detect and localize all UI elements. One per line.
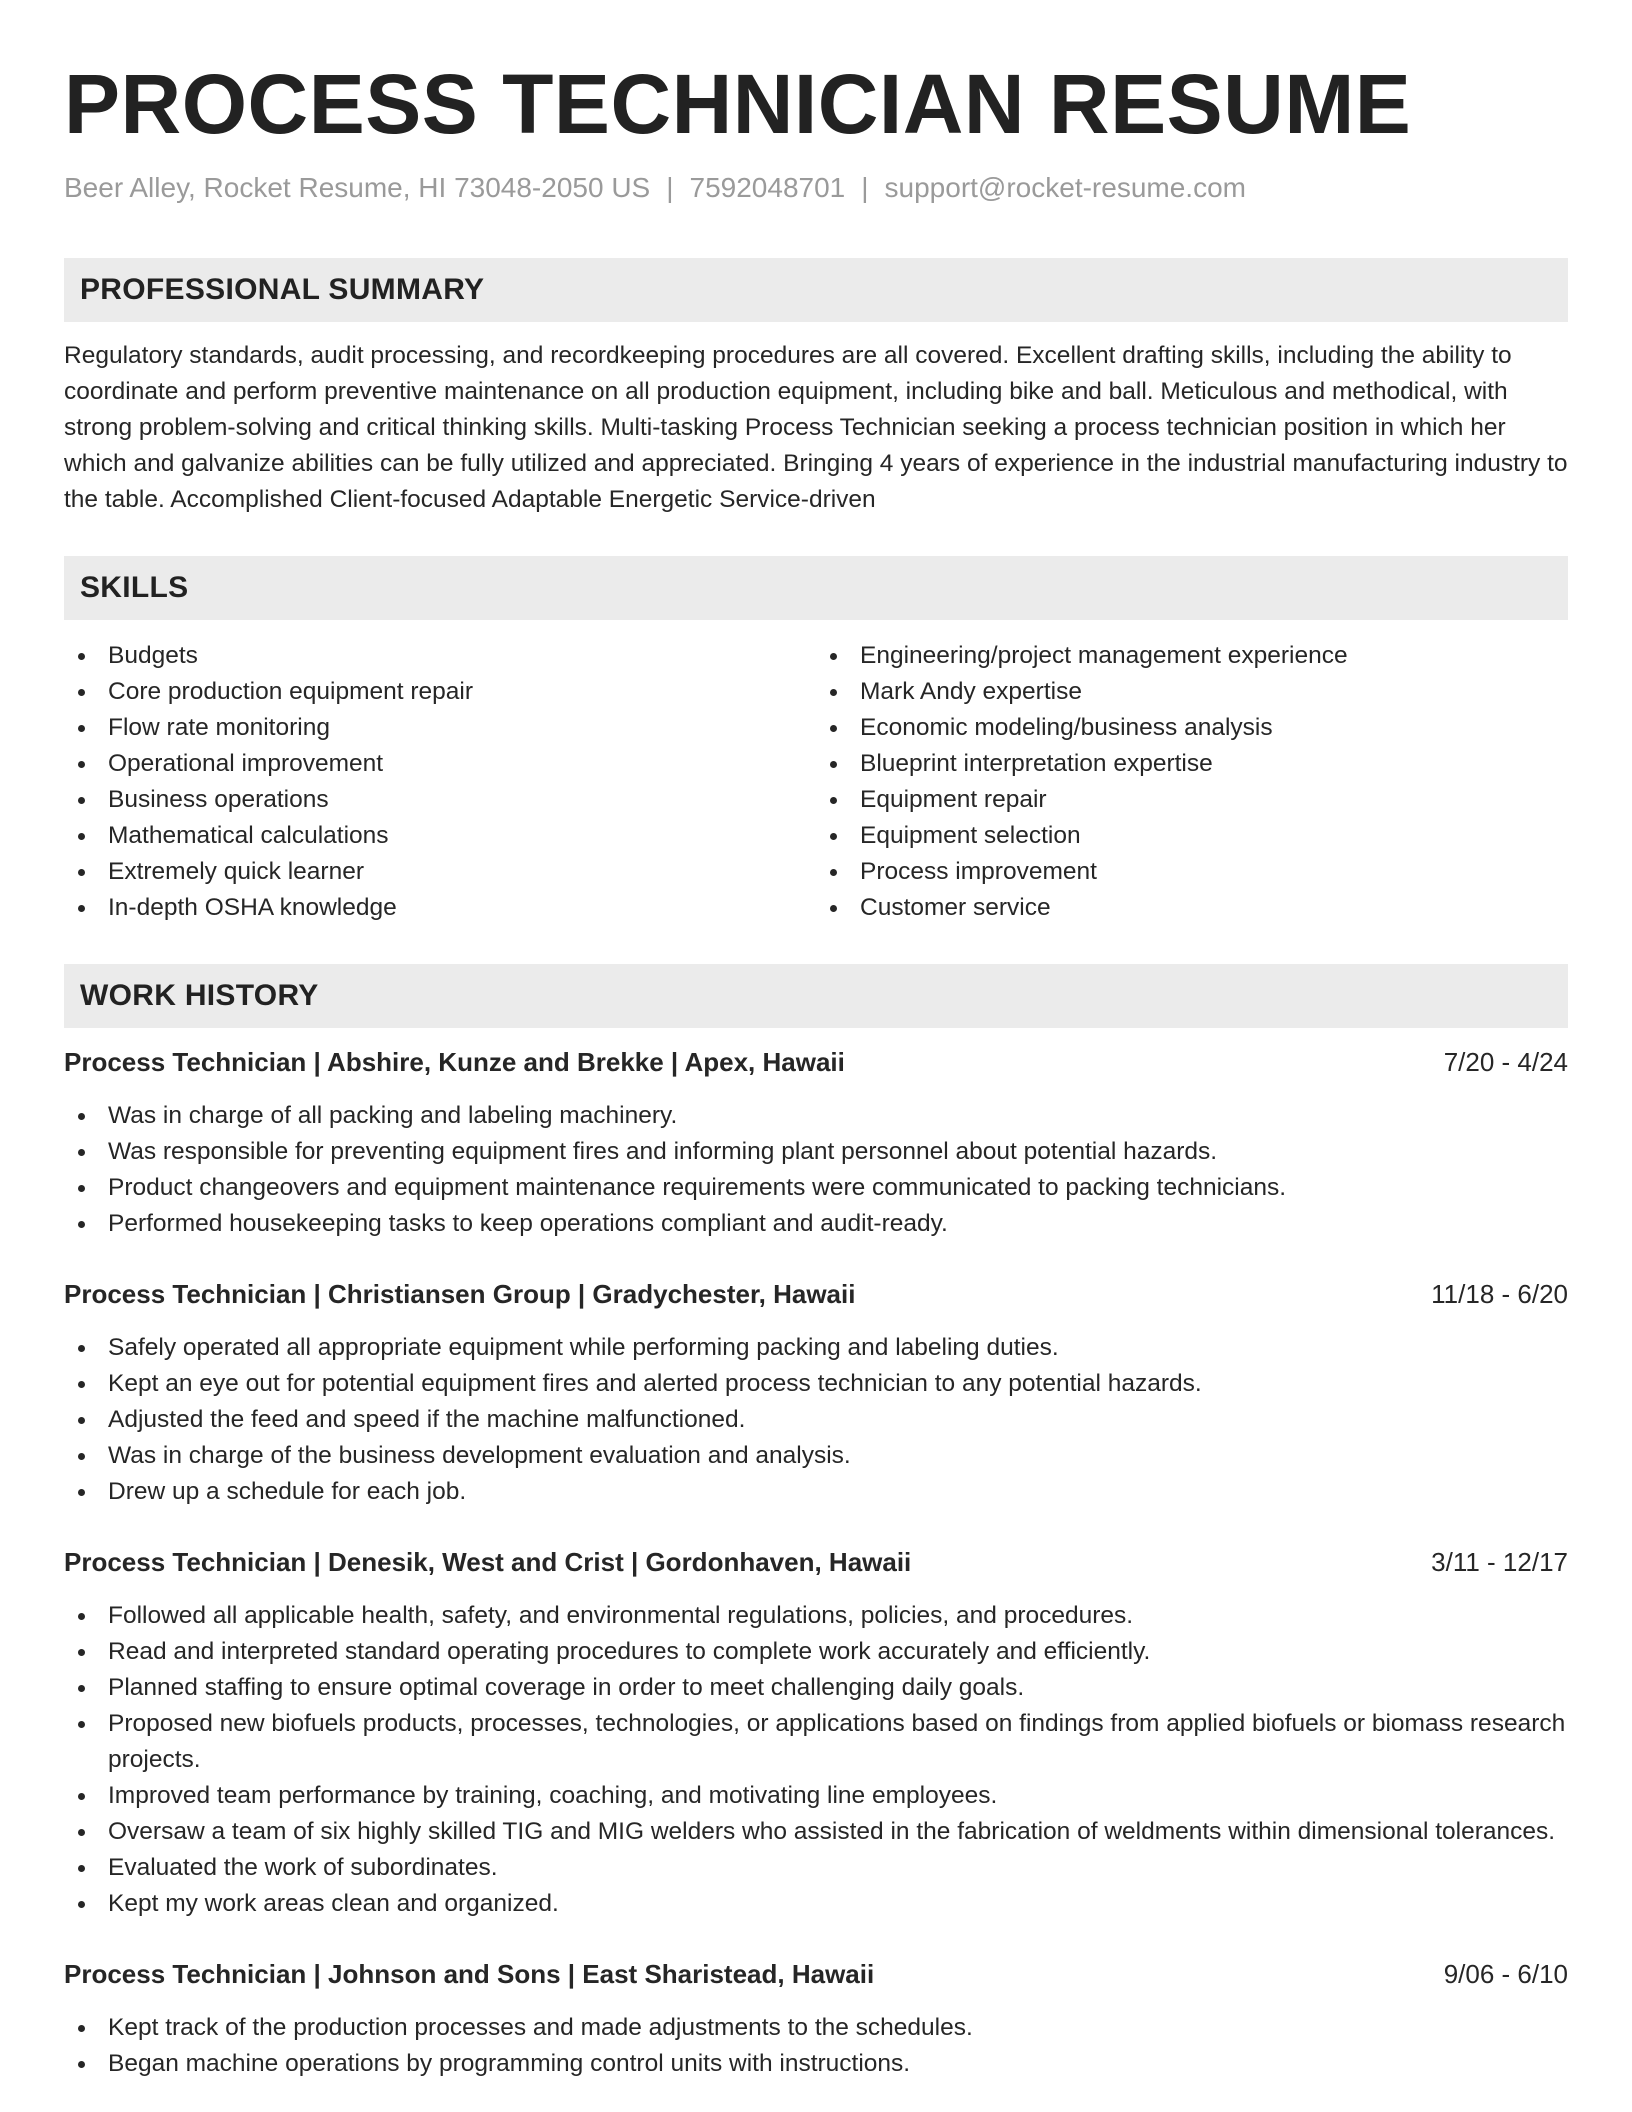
skill-item: Blueprint interpretation expertise	[816, 746, 1568, 782]
skills-column-right	[816, 638, 1568, 926]
job-duty: Planned staffing to ensure optimal coverage in order to meet challenging daily goals.	[64, 1670, 1568, 1706]
skill-item: Process improvement	[816, 854, 1568, 890]
contact-address: Beer Alley, Rocket Resume, HI 73048-2050 US	[64, 172, 651, 203]
job-duty: Kept an eye out for potential equipment fires and alerted process technician to any potential hazards.	[64, 1366, 1568, 1402]
section-header-bar	[64, 964, 1568, 1028]
job-duties-list	[64, 2010, 1568, 2082]
skill-item: Budgets	[64, 638, 816, 674]
section-header-bar	[64, 258, 1568, 322]
skills-column-left	[64, 638, 816, 926]
skill-item: Engineering/project management experience	[816, 638, 1568, 674]
summary-heading: PROFESSIONAL SUMMARY	[80, 273, 485, 306]
job-entry	[64, 1276, 1568, 1510]
job-header	[64, 1276, 1568, 1312]
job-duty: Began machine operations by programming control units with instructions.	[64, 2046, 1568, 2082]
skill-item: Customer service	[816, 890, 1568, 926]
job-duties-list	[64, 1598, 1568, 1922]
contact-separator: |	[861, 172, 869, 203]
resume-title: PROCESS TECHNICIAN RESUME	[64, 57, 1412, 151]
job-title: Process Technician | Johnson and Sons | East Sharistead, Hawaii	[64, 1959, 875, 1989]
job-duties-list	[64, 1098, 1568, 1242]
skill-item: Flow rate monitoring	[64, 710, 816, 746]
contact-phone: 7592048701	[689, 172, 846, 203]
work-history-section	[64, 964, 1568, 2082]
job-title: Process Technician | Denesik, West and Crist | Gordonhaven, Hawaii	[64, 1547, 912, 1577]
work-history-heading: WORK HISTORY	[80, 979, 319, 1012]
skills-list-left	[64, 638, 816, 926]
skills-section	[64, 556, 1568, 926]
job-duty: Was in charge of the business development evaluation and analysis.	[64, 1438, 1568, 1474]
job-entry	[64, 1544, 1568, 1922]
job-duty: Adjusted the feed and speed if the machine malfunctioned.	[64, 1402, 1568, 1438]
job-dates: 3/11 - 12/17	[1431, 1547, 1568, 1577]
job-dates: 7/20 - 4/24	[1443, 1047, 1568, 1077]
job-duty: Drew up a schedule for each job.	[64, 1474, 1568, 1510]
job-dates: 11/18 - 6/20	[1431, 1279, 1568, 1309]
job-title: Process Technician | Abshire, Kunze and Brekke | Apex, Hawaii	[64, 1047, 845, 1077]
job-duty: Was in charge of all packing and labeling machinery.	[64, 1098, 1568, 1134]
skill-item: Mark Andy expertise	[816, 674, 1568, 710]
job-entry	[64, 1044, 1568, 1242]
skill-item: Core production equipment repair	[64, 674, 816, 710]
job-duty: Proposed new biofuels products, processes, technologies, or applications based on findings from applied biofuels or biomass research projects.	[64, 1706, 1568, 1778]
skill-item: Operational improvement	[64, 746, 816, 782]
job-duty: Read and interpreted standard operating procedures to complete work accurately and efficiently.	[64, 1634, 1568, 1670]
job-duty: Was responsible for preventing equipment fires and informing plant personnel about potential hazards.	[64, 1134, 1568, 1170]
job-duty: Product changeovers and equipment maintenance requirements were communicated to packing technicians.	[64, 1170, 1568, 1206]
job-entry	[64, 1956, 1568, 2082]
job-title: Process Technician | Christiansen Group | Gradychester, Hawaii	[64, 1279, 856, 1309]
job-dates: 9/06 - 6/10	[1443, 1959, 1568, 1989]
job-duty: Oversaw a team of six highly skilled TIG and MIG welders who assisted in the fabrication of weldments within dimensional tolerances.	[64, 1814, 1568, 1850]
job-duty: Improved team performance by training, coaching, and motivating line employees.	[64, 1778, 1568, 1814]
skill-item: Economic modeling/business analysis	[816, 710, 1568, 746]
job-duty: Followed all applicable health, safety, and environmental regulations, policies, and procedures.	[64, 1598, 1568, 1634]
job-header	[64, 1544, 1568, 1580]
skill-item: Equipment repair	[816, 782, 1568, 818]
job-header	[64, 1956, 1568, 1992]
contact-email: support@rocket-resume.com	[884, 172, 1246, 203]
job-duty: Safely operated all appropriate equipment while performing packing and labeling duties.	[64, 1330, 1568, 1366]
skill-item: Mathematical calculations	[64, 818, 816, 854]
skills-list-right	[816, 638, 1568, 926]
job-header	[64, 1044, 1568, 1080]
skill-item: Extremely quick learner	[64, 854, 816, 890]
skill-item: Equipment selection	[816, 818, 1568, 854]
job-duty: Evaluated the work of subordinates.	[64, 1850, 1568, 1886]
job-duty: Performed housekeeping tasks to keep operations compliant and audit-ready.	[64, 1206, 1568, 1242]
skills-grid	[64, 638, 1568, 926]
job-duties-list	[64, 1330, 1568, 1510]
job-duty: Kept track of the production processes and made adjustments to the schedules.	[64, 2010, 1568, 2046]
skill-item: Business operations	[64, 782, 816, 818]
skills-heading: SKILLS	[80, 571, 189, 604]
section-header-bar	[64, 556, 1568, 620]
skill-item: In-depth OSHA knowledge	[64, 890, 816, 926]
summary-section	[64, 258, 1568, 518]
summary-text: Regulatory standards, audit processing, and recordkeeping procedures are all covered. Excellent drafting skills, including the ability to coordinate and perform preventive maintenance on all production equipment, including bike and ball. Meticulous and methodical, with strong problem-solving and critical thinking skills. Multi-tasking Process Technician seeking a process technician position in which her which and galvanize abilities can be fully utilized and appreciated. Bringing 4 years of experience in the industrial manufacturing industry to the table. Accomplished Client-focused Adaptable Energetic Service-driven	[64, 342, 1568, 513]
contact-separator: |	[666, 172, 674, 203]
contact-line	[64, 170, 1568, 206]
job-duty: Kept my work areas clean and organized.	[64, 1886, 1568, 1922]
